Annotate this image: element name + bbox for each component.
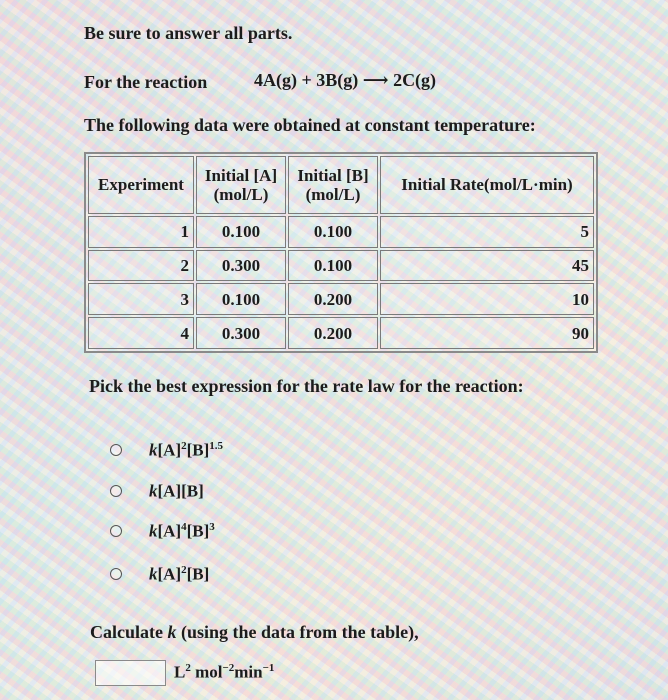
- reaction-reactants: 4A(g) + 3B(g): [254, 70, 359, 90]
- unit-mol-exp: −2: [222, 662, 235, 674]
- cell-initial-a: 0.100: [196, 216, 286, 248]
- unit-L-exp: 2: [185, 662, 191, 674]
- header-initial-a-line1: Initial [A]: [204, 165, 278, 185]
- header-initial-b: [288, 156, 378, 214]
- exp-a: 2: [181, 439, 187, 452]
- cell-experiment: 1: [88, 216, 194, 248]
- reaction-products: 2C(g): [393, 70, 437, 90]
- calc-k: k: [167, 622, 177, 642]
- rate-law-option-1[interactable]: [110, 437, 223, 463]
- radio-button[interactable]: [110, 485, 122, 497]
- table-row: [88, 250, 594, 282]
- unit-min-exp: −1: [262, 662, 275, 674]
- cell-initial-b: 0.100: [288, 216, 378, 248]
- conc-a: [A]: [157, 564, 182, 584]
- option-expression: [149, 481, 204, 502]
- exp-a: 4: [181, 520, 187, 533]
- cell-initial-a: 0.100: [196, 283, 286, 315]
- k-answer-input[interactable]: [95, 660, 166, 686]
- option-expression: [149, 521, 215, 542]
- table-row: [88, 283, 594, 315]
- header-initial-rate: Initial Rate(mol/L·min): [380, 156, 594, 214]
- cell-experiment: 4: [88, 317, 194, 349]
- rate-constant-k: k: [149, 564, 158, 584]
- table-row: [88, 317, 594, 349]
- table-header-row: [88, 156, 594, 214]
- conc-b: [B]: [181, 481, 204, 501]
- conc-b: [B]: [186, 440, 210, 460]
- table-row: [88, 216, 594, 248]
- unit-mol: mol: [190, 662, 223, 682]
- exp-b: 1.5: [209, 439, 224, 452]
- header-initial-a-line2: (mol/L): [213, 184, 269, 204]
- header-initial-b-line1: Initial [B]: [297, 165, 369, 185]
- calculate-prompt: [90, 622, 419, 643]
- cell-initial-a: 0.300: [196, 250, 286, 282]
- rate-constant-k: k: [149, 440, 158, 460]
- rate-constant-k: k: [149, 521, 158, 541]
- rate-law-option-2[interactable]: [110, 478, 204, 504]
- rate-constant-k: k: [149, 481, 158, 501]
- cell-initial-rate: 90: [380, 317, 594, 349]
- reaction-equation: [254, 70, 436, 91]
- conc-b: [B]: [186, 521, 210, 541]
- header-initial-a: [196, 156, 286, 214]
- radio-button[interactable]: [110, 525, 122, 537]
- radio-button[interactable]: [110, 568, 122, 580]
- unit-L: L: [174, 662, 186, 682]
- radio-button[interactable]: [110, 444, 122, 456]
- data-table: [84, 152, 598, 353]
- cell-initial-rate: 45: [380, 250, 594, 282]
- option-expression: [149, 440, 223, 461]
- cell-initial-rate: 5: [380, 216, 594, 248]
- rate-law-option-3[interactable]: [110, 518, 215, 544]
- reaction-label: For the reaction: [84, 72, 208, 92]
- conc-a: [A]: [157, 521, 182, 541]
- instruction-text: Be sure to answer all parts.: [84, 23, 293, 43]
- cell-experiment: 3: [88, 283, 194, 315]
- exp-b: 3: [209, 520, 215, 533]
- header-experiment: Experiment: [88, 156, 194, 214]
- cell-initial-b: 0.200: [288, 283, 378, 315]
- cell-experiment: 2: [88, 250, 194, 282]
- conc-a: [A]: [157, 481, 182, 501]
- cell-initial-b: 0.100: [288, 250, 378, 282]
- calc-suffix: (using the data from the table),: [176, 622, 419, 642]
- exp-a: 2: [181, 563, 187, 576]
- option-expression: [149, 564, 209, 585]
- cell-initial-rate: 10: [380, 283, 594, 315]
- unit-min: min: [234, 662, 263, 682]
- conc-b: [B]: [186, 564, 210, 584]
- reaction-arrow-icon: ⟶: [362, 70, 389, 90]
- header-initial-b-line2: (mol/L): [305, 184, 361, 204]
- cell-initial-a: 0.300: [196, 317, 286, 349]
- answer-units: [174, 662, 274, 683]
- rate-law-option-4[interactable]: [110, 561, 209, 587]
- calc-prefix: Calculate: [90, 622, 168, 642]
- cell-initial-b: 0.200: [288, 317, 378, 349]
- data-intro-text: The following data were obtained at constant temperature:: [84, 115, 536, 135]
- conc-a: [A]: [157, 440, 182, 460]
- question-text: Pick the best expression for the rate law for the reaction:: [89, 376, 524, 396]
